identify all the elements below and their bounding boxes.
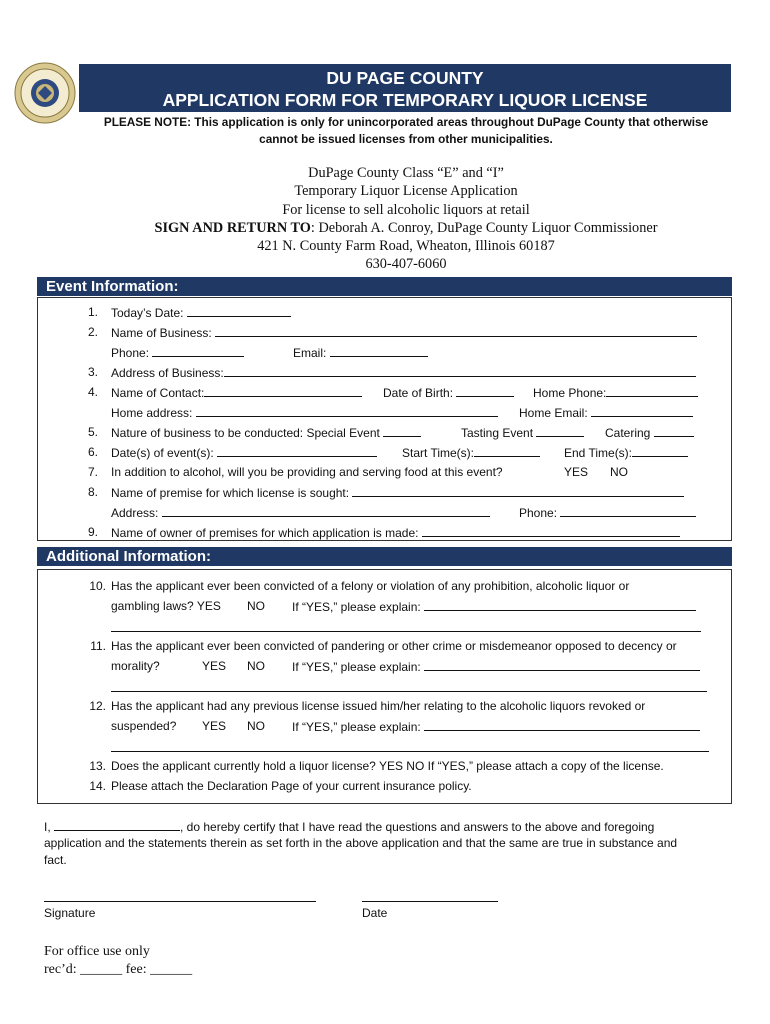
event-information-box: [37, 297, 732, 541]
special-event-field[interactable]: [383, 425, 421, 437]
sign-text: : Deborah A. Conroy, DuPage County Liquor Commissioner: [310, 219, 658, 236]
item-number: 13.: [89, 759, 106, 773]
additional-information-box: [37, 569, 732, 804]
sign-label: SIGN AND RETURN TO: [154, 219, 311, 236]
contact-name-label: Name of Contact:: [111, 386, 205, 400]
start-time-label: Start Time(s):: [402, 446, 475, 460]
item-number: 8.: [87, 485, 98, 499]
q11-explain-label: If “YES,” please explain:: [292, 660, 421, 674]
q12-explain-field[interactable]: [424, 719, 700, 731]
q10-text: Has the applicant ever been convicted of a felony or violation of any prohibition, alcoholic liquor or: [111, 579, 630, 593]
q10-explain-line[interactable]: [111, 631, 701, 632]
dob-label: Date of Birth:: [383, 386, 454, 400]
item-number: 3.: [87, 365, 98, 379]
intro-line-3: For license to sell alcoholic liquors at retail: [282, 201, 530, 218]
q12-yes-option[interactable]: YES: [202, 719, 227, 733]
q13-text: Does the applicant currently hold a liquor license? YES NO If “YES,” please attach a copy of the license.: [111, 759, 664, 773]
item-number: 10.: [89, 579, 106, 593]
certification-line-2: application and the statements therein as set forth in the above application and that the same are true in substance and: [44, 836, 678, 850]
county-seal-icon: [14, 62, 76, 124]
intro-block: [80, 164, 732, 274]
q10-explain-label: If “YES,” please explain:: [292, 600, 421, 614]
cert-prefix: I,: [44, 820, 51, 834]
item-number: 2.: [87, 325, 98, 339]
premise-address-label: Address:: [111, 506, 159, 520]
applicant-name-field[interactable]: [54, 819, 180, 831]
certification-line-1: [44, 819, 654, 834]
dob-field[interactable]: [456, 385, 514, 397]
food-no-option[interactable]: NO: [610, 465, 628, 479]
business-address-label: Address of Business:: [111, 366, 224, 380]
item-number: 11.: [90, 639, 106, 653]
business-email-field[interactable]: [330, 345, 428, 357]
return-phone: 630-407-6060: [365, 256, 447, 273]
intro-line-2: Temporary Liquor License Application: [294, 183, 518, 200]
business-nature-label: Nature of business to be conducted: Special Event: [111, 426, 380, 440]
q11-text: Has the applicant ever been convicted of pandering or other crime or misdemeanor opposed to decency or: [111, 639, 677, 653]
q12-explain-line[interactable]: [111, 751, 709, 752]
item-number: 7.: [87, 465, 98, 479]
business-phone-label: Phone:: [111, 346, 150, 360]
premise-owner-label: Name of owner of premises for which application is made:: [111, 526, 419, 540]
q10-yes-option[interactable]: gambling laws? YES: [111, 599, 221, 613]
sign-and-return: [80, 219, 732, 237]
q14-text: Please attach the Declaration Page of your current insurance policy.: [111, 779, 472, 793]
date-field[interactable]: [362, 901, 498, 902]
catering-label: Catering: [605, 426, 651, 440]
q12-text-2: suspended?: [111, 719, 177, 733]
q12-explain-label: If “YES,” please explain:: [292, 720, 421, 734]
date-label: Date: [362, 906, 388, 920]
q11-text-2: morality?: [111, 659, 160, 673]
todays-date-field[interactable]: [187, 305, 291, 317]
premise-address-field[interactable]: [162, 505, 490, 517]
note-line-1: PLEASE NOTE: This application is only for unincorporated areas throughout DuPage County that otherwise: [103, 115, 709, 129]
cert-text-1: , do hereby certify that I have read the questions and answers to the above and foregoing: [180, 820, 655, 834]
note-line-2: cannot be issued licenses from other municipalities.: [259, 132, 553, 146]
item-number: 6.: [87, 445, 98, 459]
premise-name-label: Name of premise for which license is sought:: [111, 486, 350, 500]
item-number: 9.: [87, 525, 98, 539]
end-time-label: End Time(s):: [564, 446, 633, 460]
item-number: 4.: [87, 385, 98, 399]
office-use-fields: rec’d: ______ fee: ______: [44, 962, 193, 977]
business-email-label: Email:: [293, 346, 327, 360]
additional-information-heading: Additional Information:: [37, 547, 732, 566]
premise-phone-label: Phone:: [519, 506, 558, 520]
premise-phone-field[interactable]: [560, 505, 696, 517]
premise-name-field[interactable]: [352, 485, 684, 497]
form-title: APPLICATION FORM FOR TEMPORARY LIQUOR LICENSE: [162, 90, 648, 110]
home-email-label: Home Email:: [519, 406, 588, 420]
office-use-heading: For office use only: [44, 944, 150, 959]
home-phone-label: Home Phone:: [533, 386, 607, 400]
please-note: [80, 114, 732, 148]
premise-owner-field[interactable]: [422, 525, 680, 537]
q11-no-option[interactable]: NO: [247, 659, 265, 673]
item-number: 1.: [87, 305, 98, 319]
end-time-field[interactable]: [632, 445, 688, 457]
business-name-field[interactable]: [215, 325, 697, 337]
item-number: 12.: [89, 699, 106, 713]
signature-label: Signature: [44, 906, 96, 920]
tasting-event-label: Tasting Event: [461, 426, 534, 440]
tasting-event-field[interactable]: [536, 425, 584, 437]
business-phone-field[interactable]: [152, 345, 244, 357]
catering-field[interactable]: [654, 425, 694, 437]
food-question-label: In addition to alcohol, will you be providing and serving food at this event?: [111, 465, 503, 479]
q12-no-option[interactable]: NO: [247, 719, 265, 733]
event-dates-label: Date(s) of event(s):: [111, 446, 214, 460]
home-address-field[interactable]: [196, 405, 498, 417]
event-information-heading: Event Information:: [37, 277, 732, 296]
item-number: 14.: [89, 779, 106, 793]
item-number: 5.: [87, 425, 98, 439]
title-banner: [79, 64, 731, 112]
home-phone-field[interactable]: [606, 385, 698, 397]
q10-explain-field[interactable]: [424, 599, 696, 611]
q11-explain-line[interactable]: [111, 691, 707, 692]
q12-text: Has the applicant had any previous license issued him/her relating to the alcoholic liquors revoked or: [111, 699, 646, 713]
food-yes-option[interactable]: YES: [564, 465, 589, 479]
event-dates-field[interactable]: [217, 445, 377, 457]
q11-explain-field[interactable]: [424, 659, 700, 671]
home-address-label: Home address:: [111, 406, 193, 420]
home-email-field[interactable]: [591, 405, 693, 417]
intro-line-1: DuPage County Class “E” and “I”: [308, 165, 504, 181]
certification-line-3: fact.: [44, 853, 67, 867]
q10-no-option[interactable]: NO: [247, 599, 265, 613]
todays-date-label: Today’s Date:: [111, 306, 184, 320]
start-time-field[interactable]: [474, 445, 540, 457]
contact-name-field[interactable]: [204, 385, 362, 397]
return-address: 421 N. County Farm Road, Wheaton, Illinois 60187: [257, 238, 555, 255]
q11-yes-option[interactable]: YES: [202, 659, 227, 673]
business-name-label: Name of Business:: [111, 326, 212, 340]
business-address-field[interactable]: [224, 365, 696, 377]
county-title: DU PAGE COUNTY: [326, 68, 484, 88]
signature-field[interactable]: [44, 901, 316, 902]
